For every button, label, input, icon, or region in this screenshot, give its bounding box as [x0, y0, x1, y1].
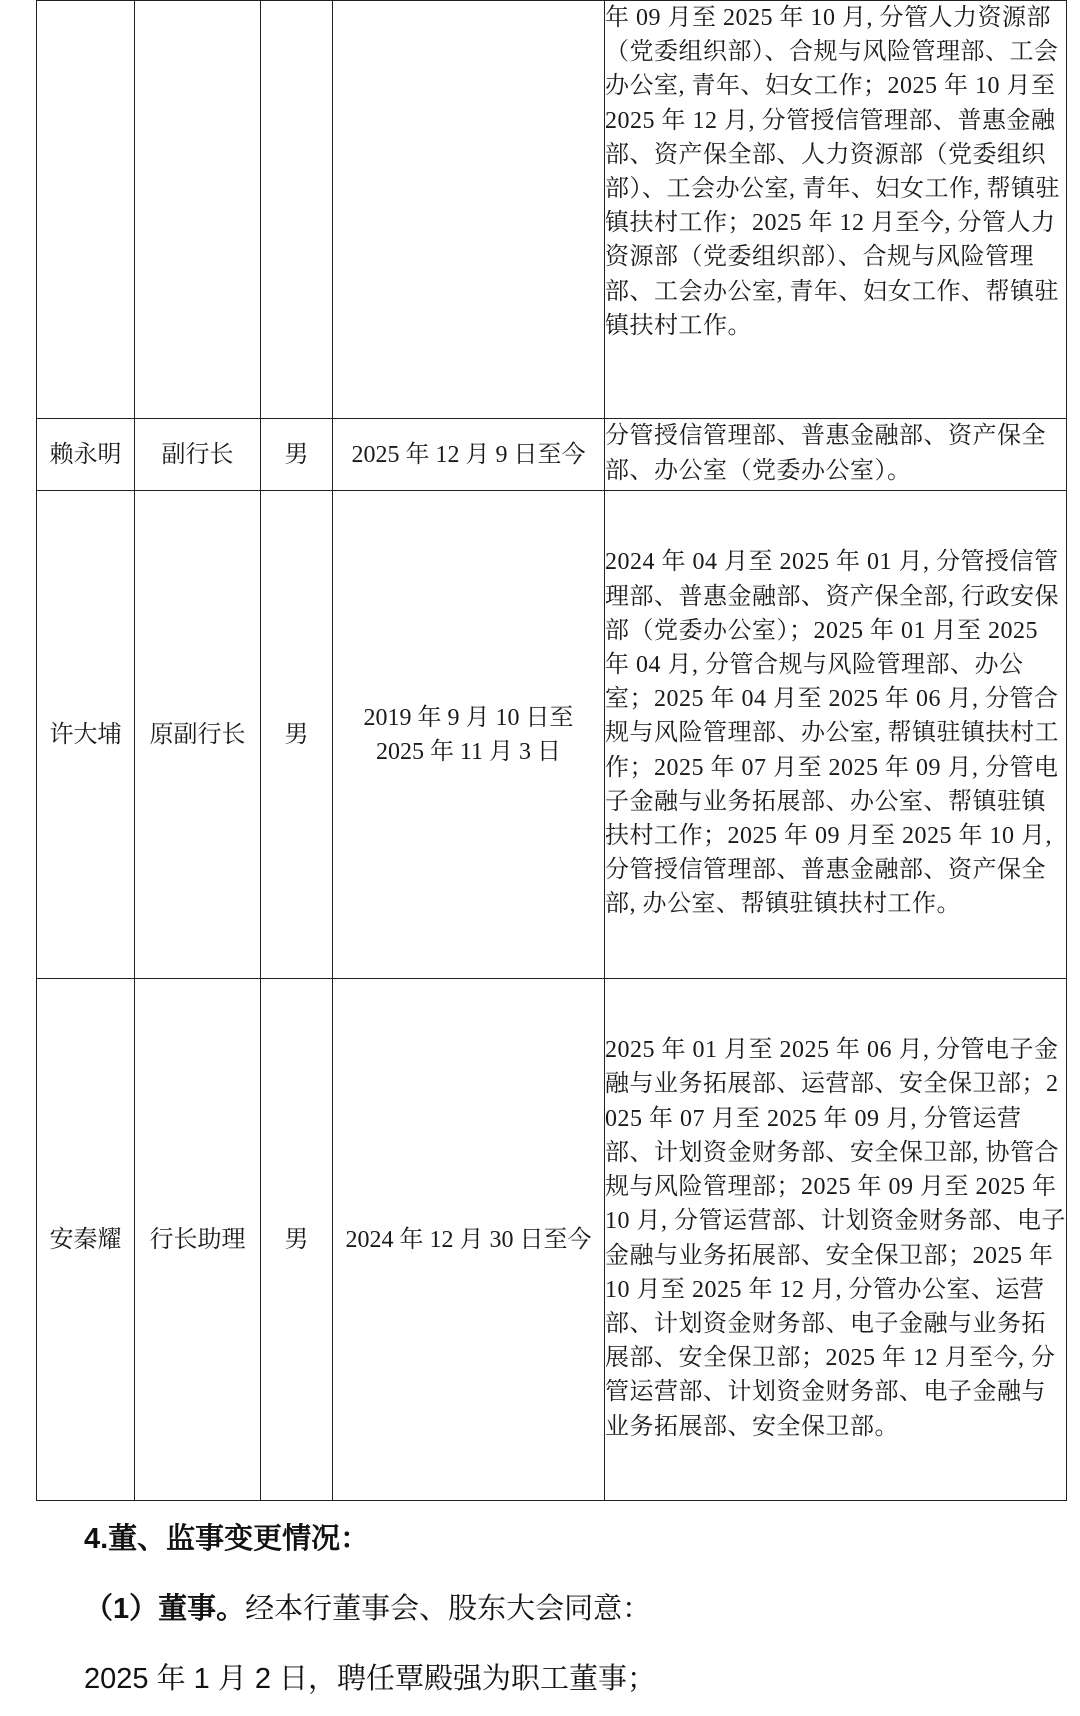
duty-cell	[605, 419, 1067, 491]
duty-cell	[605, 979, 1067, 1501]
duty-text: 2025 年 01 月至 2025 年 06 月, 分管电子金融与业务拓展部、运营部、安全保卫部；2025 年 07 月至 2025 年 09 月, 分管运营部、计划资金财务部、安全保卫部, 协管合规与风险管理部；2025 年 09 月至 2025 年 10 月, 分管运营部、计划资金财务部、电子金融与业务拓展部、安全保卫部；2025 年 10 月至 2025 年 12 月, 分管办公室、运营部、计划资金财务部、电子金融与业务拓展部、安全保卫部；2025 年 12 月至今, 分管运营部、计划资金财务部、电子金融与业务拓展部、安全保卫部。	[605, 1037, 1066, 1440]
duty-cell	[605, 1, 1067, 419]
table-row	[37, 979, 1067, 1501]
duty-text: 2024 年 04 月至 2025 年 01 月, 分管授信管理部、普惠金融部、资产保全部, 行政安保部（党委办公室）；2025 年 01 月至 2025 年 04 月, 分管合规与风险管理部、办公室；2025 年 04 月至 2025 年 06 月, 分管合规与风险管理部、办公室, 帮镇驻镇扶村工作；2025 年 07 月至 2025 年 09 月, 分管电子金融与业务拓展部、办公室、帮镇驻镇扶村工作；2025 年 09 月至 2025 年 10 月, 分管授信管理部、普惠金融部、资产保全部, 办公室、帮镇驻镇扶村工作。	[605, 549, 1059, 918]
title-cell: 行长助理	[135, 979, 261, 1501]
table-row	[37, 491, 1067, 979]
name-cell	[37, 1, 135, 419]
gender-cell: 男	[261, 419, 333, 491]
duty-text: 分管授信管理部、普惠金融部、资产保全部、办公室（党委办公室）。	[605, 423, 1046, 484]
duty-cell	[605, 491, 1067, 979]
gender-cell: 男	[261, 979, 333, 1501]
section-heading: 4.董、监事变更情况：	[84, 1523, 370, 1555]
appointment-paragraph: 2025 年 1 月 2 日，聘任覃殿强为职工董事；	[84, 1663, 657, 1695]
title-cell: 原副行长	[135, 491, 261, 979]
table-row	[37, 419, 1067, 491]
duty-text: 年 09 月至 2025 年 10 月, 分管人力资源部（党委组织部）、合规与风险管理部、工会办公室, 青年、妇女工作；2025 年 10 月至 2025 年 12 月, 分管授信管理部、普惠金融部、资产保全部、人力资源部（党委组织部）、工会办公室, 青年、妇女工作, 帮镇驻镇扶村工作；2025 年 12 月至今, 分管人力资源部（党委组织部）、合规与风险管理部、工会办公室, 青年、妇女工作、帮镇驻镇扶村工作。	[605, 5, 1060, 339]
title-cell: 副行长	[135, 419, 261, 491]
title-cell	[135, 1, 261, 419]
term-cell: 2019 年 9 月 10 日至 2025 年 11 月 3 日	[333, 491, 605, 979]
directors-paragraph	[84, 1586, 651, 1627]
paragraph-text: 经本行董事会、股东大会同意：	[245, 1593, 652, 1625]
table-row	[37, 1, 1067, 419]
name-cell: 许大埔	[37, 491, 135, 979]
term-cell	[333, 1, 605, 419]
executive-table	[36, 0, 1067, 1501]
paragraph-lead: （1）董事。	[84, 1593, 246, 1625]
name-cell: 安秦耀	[37, 979, 135, 1501]
gender-cell: 男	[261, 491, 333, 979]
gender-cell	[261, 1, 333, 419]
term-cell: 2024 年 12 月 30 日至今	[333, 979, 605, 1501]
name-cell: 赖永明	[37, 419, 135, 491]
term-cell: 2025 年 12 月 9 日至今	[333, 419, 605, 491]
